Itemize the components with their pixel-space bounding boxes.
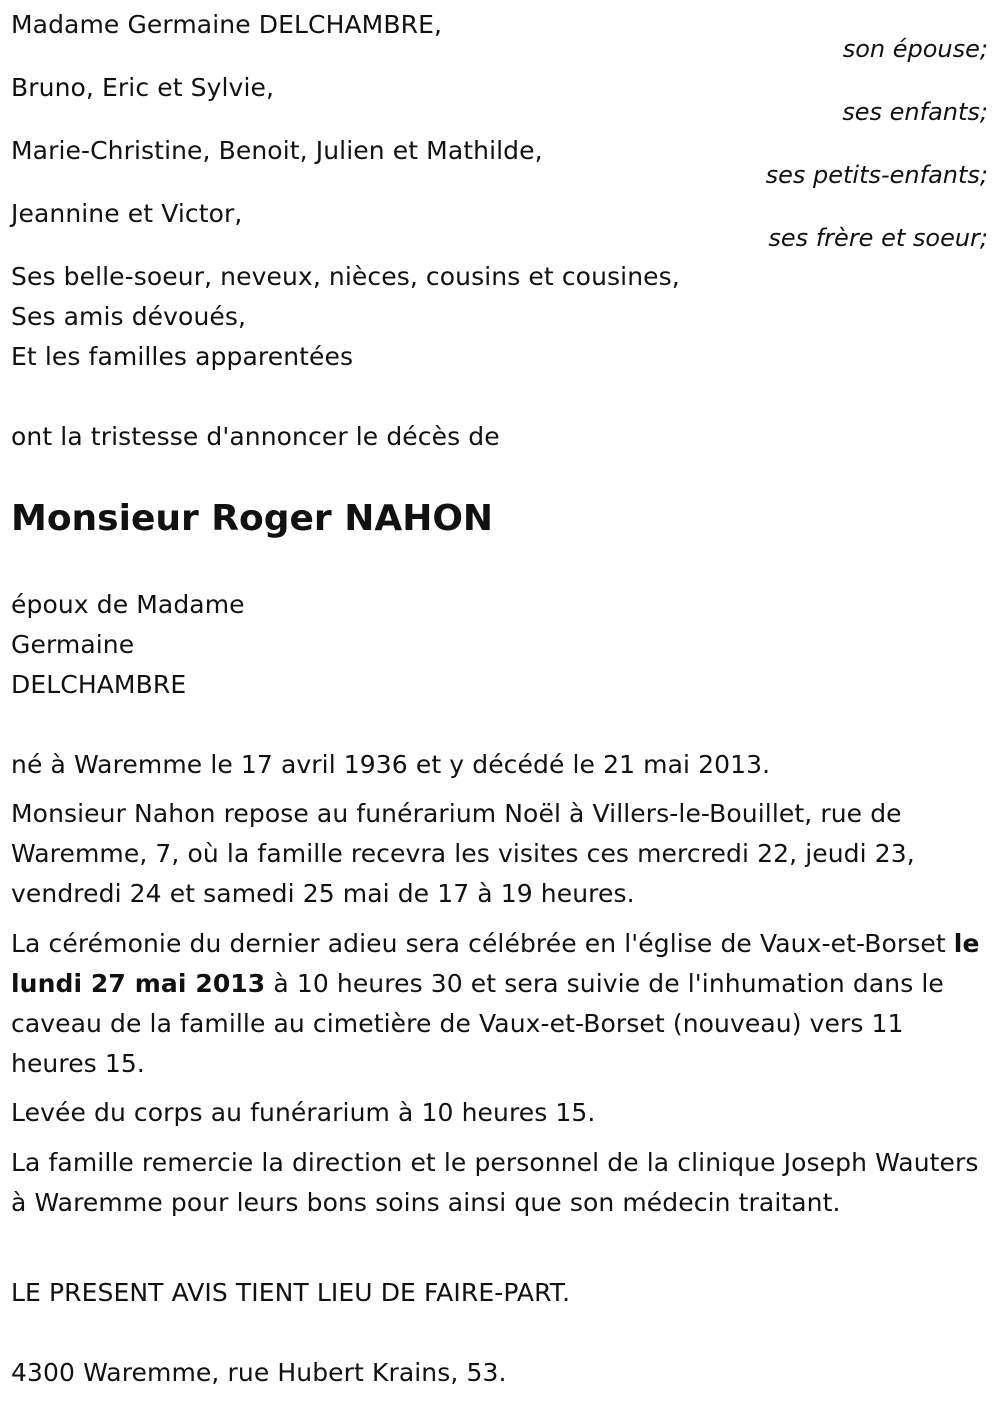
spouse-line: DELCHAMBRE [11,670,187,699]
thanks-paragraph: La famille remercie la direction et le personnel de la clinique Joseph Wauters à Waremme pour leurs bons soins ainsi que son médecin traitant. [11,1148,979,1217]
others-line: Ses belle-soeur, neveux, nièces, cousins et cousines, [11,262,680,291]
ceremony-text-before: La cérémonie du dernier adieu sera célébrée en l'église de Vaux-et-Borset [11,929,954,958]
ceremony-paragraph [11,924,986,1084]
levee-du-corps: Levée du corps au funérarium à 10 heures 15. [11,1098,596,1127]
notice-line: LE PRESENT AVIS TIENT LIEU DE FAIRE-PART. [11,1278,571,1307]
address-line: 4300 Waremme, rue Hubert Krains, 53. [11,1358,507,1387]
family-names-children: Bruno, Eric et Sylvie, [11,73,275,102]
spouse-line: Germaine [11,630,135,659]
ceremony-text-after: à 10 heures 30 et sera suivie de l'inhumation dans le caveau de la famille au cimetière de Vaux-et-Borset (nouveau) vers 11 heures 15. [11,969,944,1078]
family-names-spouse: Madame Germaine DELCHAMBRE, [11,10,443,39]
others-line: Ses amis dévoués, [11,302,247,331]
deceased-name: Monsieur Roger NAHON [11,498,494,539]
family-relation-children: ses enfants; [842,98,988,126]
family-names-grandchildren: Marie-Christine, Benoit, Julien et Mathilde, [11,136,543,165]
others-line: Et les familles apparentées [11,342,354,371]
announcement: ont la tristesse d'annoncer le décès de [11,422,500,451]
ceremony-date: le lundi 27 mai 2013 [11,929,980,998]
family-relation-siblings: ses frère et soeur; [768,224,988,252]
viewing-paragraph: Monsieur Nahon repose au funérarium Noël à Villers-le-Bouillet, rue de Waremme, 7, où la famille recevra les visites ces mercredi 22, jeudi 23, vendredi 24 et samedi 25 mai de 17 à 19 heures. [11,799,915,908]
spouse-line: époux de Madame [11,590,245,619]
family-relation-grandchildren: ses petits-enfants; [765,161,988,189]
family-names-siblings: Jeannine et Victor, [11,199,243,228]
family-relation-spouse: son épouse; [842,35,988,63]
birth-death: né à Waremme le 17 avril 1936 et y décédé le 21 mai 2013. [11,750,771,779]
